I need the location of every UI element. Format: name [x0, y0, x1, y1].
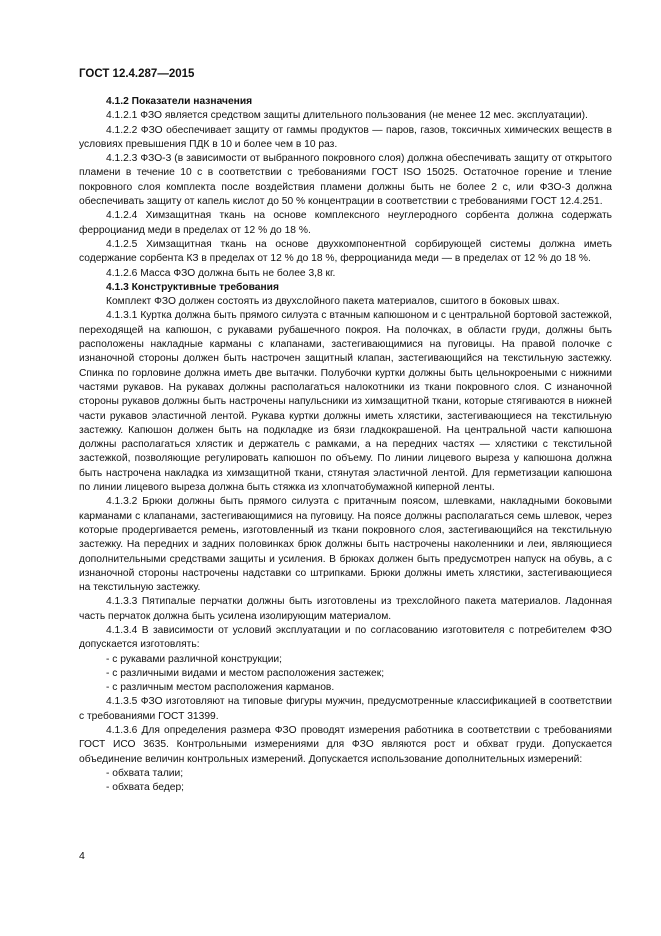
page-number: 4: [79, 850, 85, 862]
list-item: - с различным местом расположения карманов.: [106, 682, 335, 694]
document-body: [79, 95, 612, 796]
list-item: - обхвата талии;: [106, 767, 184, 779]
paragraph: 4.1.2.4 Химзащитная ткань на основе комплексного неуглеродного сорбента должна содержать ферроцианид меди в пределах от 12 % до 18 %.: [79, 210, 612, 236]
list-item: - с рукавами различной конструкции;: [106, 653, 283, 665]
paragraph: 4.1.3.4 В зависимости от условий эксплуатации и по согласованию изготовителя с потребителем ФЗО допускается изготовлять:: [79, 624, 612, 651]
document-header: ГОСТ 12.4.287—2015: [79, 68, 195, 80]
paragraph: 4.1.2.6 Масса ФЗО должна быть не более 3,8 кг.: [106, 267, 336, 279]
section-heading: 4.1.2 Показатели назначения: [106, 96, 253, 107]
list-item: - обхвата бедер;: [106, 782, 185, 794]
paragraph: 4.1.2.1 ФЗО является средством защиты длительного пользования (не менее 12 мес. эксплуатации).: [106, 110, 588, 122]
paragraph: 4.1.2.2 ФЗО обеспечивает защиту от гаммы продуктов — паров, газов, токсичных химических веществ в условиях превышения ПДК в 10 и более чем в 10 раз.: [79, 124, 612, 150]
list-item: - с различными видами и местом расположения застежек;: [106, 667, 385, 679]
paragraph: Комплект ФЗО должен состоять из двухслойного пакета материалов, сшитого в боковых швах.: [106, 296, 560, 308]
paragraph: 4.1.3.1 Куртка должна быть прямого силуэта с втачным капюшоном и с центральной бортовой застежкой, переходящей на капюшон, с рукавами рубашечного покроя. На полочках, в области груди, должны быть расположены накладные карманы с клапанами, застегивающимися на пуговицы. На правой полочке с изнаночной стороны должен быть настрочен защитный клапан, застегивающийся на текстильную застежку. Спинка по горловине должна иметь две вытачки. Полубочки куртки должны быть цельнокроеными с нижними частями рукавов. На рукавах должны располагаться налокотники из ткани покровного слоя. С изнаночной стороны рукавов должны быть настрочены напульсники из химзащитной ткани, которые стягиваются в нижней части рукавов эластичной лентой. Рукава куртки должны иметь хлястики, застегивающиеся на текстильную застежку. Капюшон должен быть на подкладке из бязи гладкокрашеной. На центральной части капюшона должны располагаться хлястик и держатель с рамками, а на передних частях — хлястики с текстильной застежкой, позволяющие регулировать капюшон по объему. По линии лицевого выреза у капюшона должна быть настрочена накладка из химзащитной ткани, стянутая эластичной лентой. Для герметизации капюшона по линии лицевого выреза должна быть стяжка из хлопчатобумажной киперной ленты.: [79, 310, 612, 494]
section-heading: 4.1.3 Конструктивные требования: [106, 281, 279, 293]
paragraph: 4.1.3.2 Брюки должны быть прямого силуэта с притачным поясом, шлевками, накладными боковыми карманами с клапанами, застегивающимися на пуговицу. На поясе должны располагаться семь шлевок, через которые продергивается ремень, изготовленный из ткани покровного слоя, застегивающийся на текстильную застежку. На передних и задних половинках брюк должны быть настрочены наколенники и леи, являющиеся дополнительными средствами защиты и усиления. В брюках должен быть предусмотрен напуск на обувь, а с изнаночной стороны настрочены надставки со штрипками. Брюки должны иметь хлястики, застегивающиеся на текстильную застежку.: [79, 496, 612, 594]
paragraph: 4.1.2.5 Химзащитная ткань на основе двухкомпонентной сорбирующей системы должна иметь содержание сорбента КЗ в пределах от 12 % до 18 %, ферроцианида меди — в пределах от 12 % до 18 %.: [79, 238, 612, 265]
paragraph: 4.1.3.3 Пятипалые перчатки должны быть изготовлены из трехслойного пакета материалов. Ладонная часть перчаток должна быть усилена изолирующим материалом.: [79, 596, 612, 622]
paragraph: 4.1.3.5 ФЗО изготовляют на типовые фигуры мужчин, предусмотренные классификацией в соответствии с требованиями ГОСТ 31399.: [79, 696, 612, 722]
paragraph: 4.1.3.6 Для определения размера ФЗО проводят измерения работника в соответствии с требованиями ГОСТ ИСО 3635. Контрольными измерениями для ФЗО являются рост и обхват груди. Допускается объединение величин контрольных измерений. Допускается использование дополнительных измерений:: [79, 725, 612, 765]
paragraph: 4.1.2.3 ФЗО-3 (в зависимости от выбранного покровного слоя) должна обеспечивать защиту от открытого пламени в течение 10 с в соответствии с требованиями ГОСТ ISO 15025. Остаточное горение и тление покровного слоя комплекта после воздействия пламени должны быть не более 2 с, или ФЗО-3 должна обеспечивать защиту от капель кислот до 50 % концентрации в соответствии с требованиями ГОСТ 12.4.251.: [79, 153, 612, 208]
